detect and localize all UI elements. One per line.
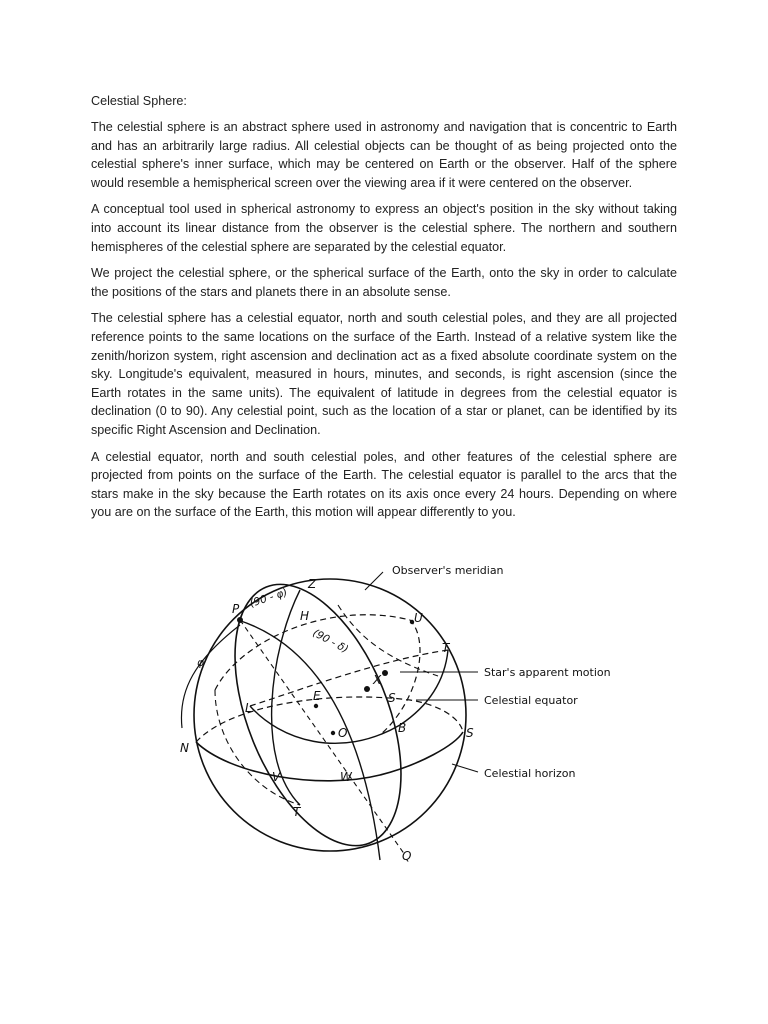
paragraph-2: A conceptual tool used in spherical astronomy to express an object's position in the sky without taking into account its linear distance from the observer is the celestial sphere. The northern and southern hemispheres of the celestial sphere are separated by the celestial equator.: [91, 202, 677, 254]
paragraph-3: We project the celestial sphere, or the spherical surface of the Earth, onto the sky in order to calculate the positions of the stars and planets there in an absolute sense.: [91, 266, 677, 299]
sphere-outline: [194, 579, 466, 851]
label-colatitude: (90 - φ): [248, 586, 289, 610]
label-p: P: [232, 602, 240, 616]
paragraph-5: A celestial equator, north and south celestial poles, and other features of the celestial sphere are projected from points on the surface of the Earth. The celestial equator is parallel to the arcs that the stars make in the sky because the Earth rotates on its axis once every 24 hours. Depending on where you are on the surface of the Earth, this motion will appear differently to you.: [91, 449, 677, 520]
label-s-south: S: [466, 726, 474, 740]
point-x-dot: [364, 686, 370, 692]
celestial-horizon-back: [196, 697, 463, 742]
latitude-arc: [181, 625, 240, 728]
document-title: Celestial Sphere:: [91, 94, 187, 108]
label-n: N: [180, 741, 189, 755]
label-e: E: [313, 689, 321, 703]
label-h: H: [300, 609, 310, 623]
celestial-sphere-figure: [170, 548, 640, 878]
point-p-dot: [237, 617, 243, 623]
polar-axis: [240, 620, 405, 855]
label-o: O: [338, 726, 348, 740]
label-u: U: [414, 611, 423, 625]
paragraph-4: The celestial sphere has a celestial equator, north and south celestial poles, and they are all projected reference points to the same locations on the surface of the Earth. Instead of a relative system like the zenith/horizon system, right ascension and declination act as a fixed absolute coordinate system on the sky. Longitude's equivalent, measured in hours, minutes, and seconds, is right ascension (since the Earth rotates in the same units). The equivalent of latitude in degrees from the celestial equator is declination (0 to 90). Any celestial point, such as the location of a star or planet, can be identified by its specific Right Ascension and Declination.: [91, 311, 677, 437]
label-w: W: [340, 770, 352, 784]
label-t-bottom: T: [293, 805, 301, 819]
label-x: X: [373, 673, 382, 687]
label-z: Z: [308, 577, 317, 591]
point-s-dot: [382, 670, 388, 676]
document-body: [91, 92, 677, 530]
callout-observers-meridian: Observer's meridian: [392, 564, 504, 577]
label-s-star: S: [388, 691, 396, 705]
label-v: V: [272, 770, 281, 784]
point-o-dot: [331, 731, 335, 735]
label-b: B: [398, 721, 407, 735]
label-polar-distance: (90 - δ): [310, 627, 351, 656]
paragraph-1: The celestial sphere is an abstract sphere used in astronomy and navigation that is concentric to Earth and has an arbitrarily large radius. All celestial objects can be thought of as being projected onto the celestial sphere's inner surface, which may be centered on Earth or the observer. Half of the sphere would resemble a hemispherical screen over the viewing area if it were centered on the observer.: [91, 120, 677, 190]
point-e-dot: [314, 704, 318, 708]
callout-star-apparent-motion: Star's apparent motion: [484, 666, 611, 679]
meridian-leader: [365, 572, 383, 590]
callout-celestial-horizon: Celestial horizon: [484, 767, 576, 780]
callout-celestial-equator: Celestial equator: [484, 694, 578, 707]
celestial-sphere-diagram: [170, 548, 640, 878]
label-q: Q: [402, 849, 412, 863]
label-l: L: [245, 701, 252, 715]
label-latitude: φ: [197, 657, 204, 669]
label-t: T: [442, 641, 450, 655]
